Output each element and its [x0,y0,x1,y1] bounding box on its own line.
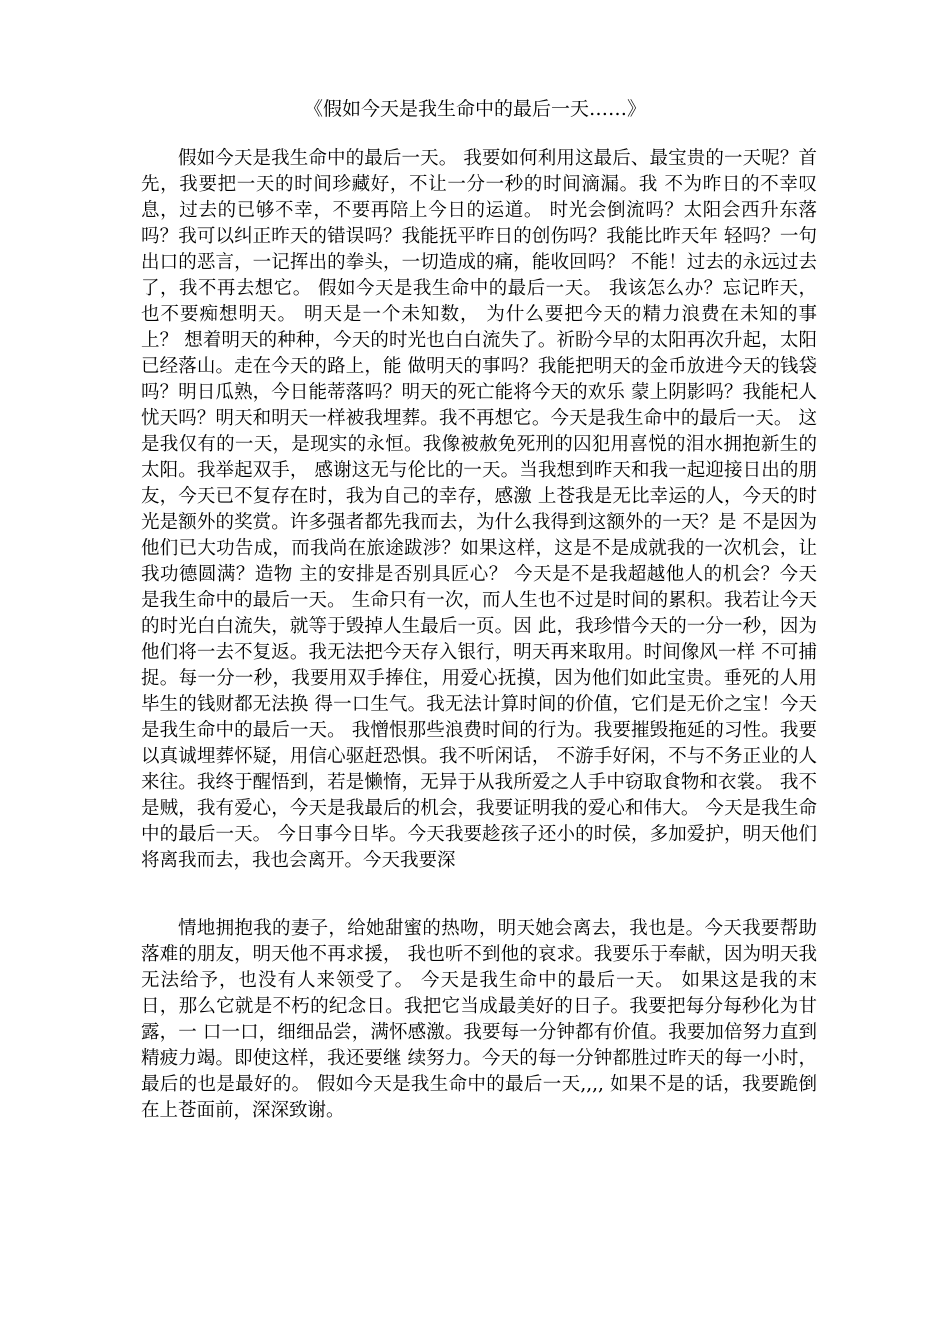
paragraph-2: 情地拥抱我的妻子，给她甜蜜的热吻，明天她会离去，我也是。今天我要帮助落难的朋友，明天他不再求援， 我也听不到他的哀求。我要乐于奉献，因为明天我无法给予，也没有人来领受了。 今天是我生命中的最后一天。 如果这是我的末日，那么它就是不朽的纪念日。我把它当成最美好的日子。我要把每分每秒化为甘露，一 口一口，细细品尝，满怀感激。我要每一分钟都有价值。我要加倍努力直到精疲力竭。即使这样，我还要继 续努力。今天的每一分钟都胜过昨天的每一小时，最后的也是最好的。 假如今天是我生命中的最后一天,,,, 如果不是的话，我要跪倒在上苍面前，深深致谢。 [141,918,817,1121]
document-title: 《假如今天是我生命中的最后一天……》 [303,98,646,120]
paragraph-1: 假如今天是我生命中的最后一天。 我要如何利用这最后、最宝贵的一天呢？首先，我要把一天的时间珍藏好，不让一分一秒的时间滴漏。我 不为昨日的不幸叹息，过去的已够不幸，不要再陪上今日的运道。 时光会倒流吗？太阳会西升东落吗？我可以纠正昨天的错误吗？我能抚平昨日的创伤吗？我能比昨天年 轻吗？一句出口的恶言，一记挥出的拳头，一切造成的痛，能收回吗？ 不能！过去的永远过去了，我不再去想它。 假如今天是我生命中的最后一天。 我该怎么办？忘记昨天， 也不要痴想明天。 明天是一个未知数， 为什么要把今天的精力浪费在未知的事上？ 想着明天的种种，今天的时光也白白流失了。祈盼今早的太阳再次升起，太阳已经落山。走在今天的路上，能 做明天的事吗？我能把明天的金币放进今天的钱袋吗？明日瓜熟，今日能蒂落吗？明天的死亡能将今天的欢乐 蒙上阴影吗？我能杞人忧天吗？明天和明天一样被我埋葬。我不再想它。今天是我生命中的最后一天。 这是我仅有的一天，是现实的永恒。我像被赦免死刑的囚犯用喜悦的泪水拥抱新生的太阳。我举起双手， 感谢这无与伦比的一天。当我想到昨天和我一起迎接日出的朋友，今天已不复存在时，我为自己的幸存，感激 上苍我是无比幸运的人，今天的时光是额外的奖赏。许多强者都先我而去，为什么我得到这额外的一天？是 不是因为他们已大功告成，而我尚在旅途跋涉？如果这样，这是不是成就我的一次机会，让我功德圆满？造物 主的安排是否别具匠心？ 今天是不是我超越他人的机会？今天是我生命中的最后一天。 生命只有一次，而人生也不过是时间的累积。我若让今天的时光白白流失，就等于毁掉人生最后一页。因 此，我珍惜今天的一分一秒，因为他们将一去不复返。我无法把今天存入银行，明天再来取用。时间像风一样 不可捕捉。每一分一秒，我要用双手捧住，用爱心抚摸，因为他们如此宝贵。垂死的人用毕生的钱财都无法换 得一口生气。我无法计算时间的价值，它们是无价之宝！今天是我生命中的最后一天。 我憎恨那些浪费时间的行为。我要摧毁拖延的习性。我要以真诚埋葬怀疑，用信心驱赶恐惧。我不听闲话， 不游手好闲，不与不务正业的人来往。我终于醒悟到，若是懒惰，无异于从我所爱之人手中窃取食物和衣裳。 我不是贼，我有爱心，今天是我最后的机会，我要证明我的爱心和伟大。 今天是我生命中的最后一天。 今日事今日毕。今天我要趁孩子还小的时侯，多加爱护，明天他们将离我而去，我也会离开。今天我要深 [141,148,817,871]
